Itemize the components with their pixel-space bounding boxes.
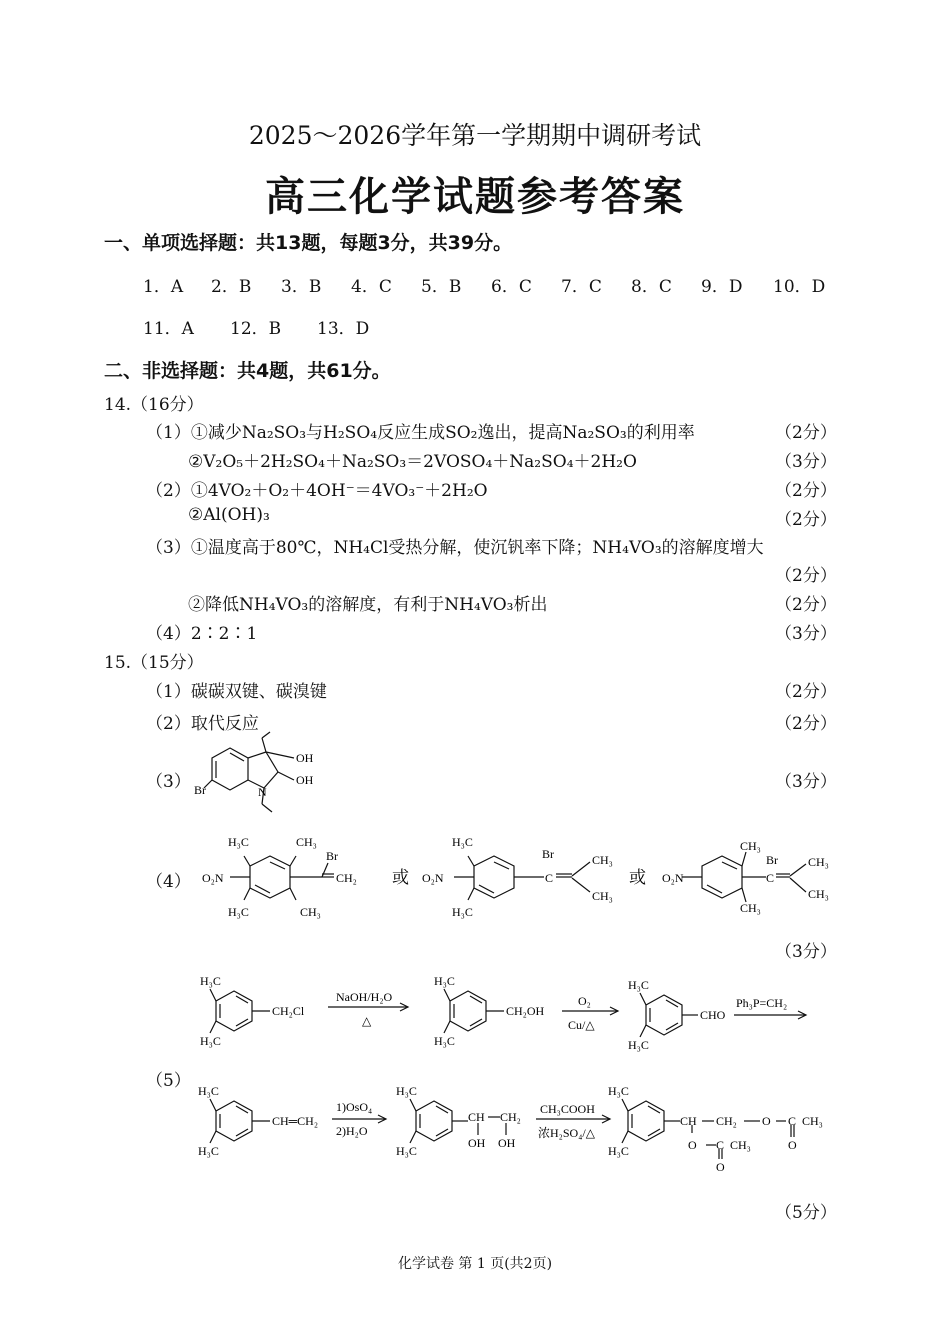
answer-item: 1．A: [143, 277, 184, 297]
label-o: O: [788, 1138, 797, 1152]
label-ch2: CH₂: [336, 871, 357, 885]
answer-item: 4．C: [351, 277, 392, 297]
label-ch: CH: [680, 1114, 697, 1128]
label-c: C: [788, 1114, 797, 1128]
q14-p4: （4）2∶2∶1: [146, 624, 258, 644]
q14-p4-score: （3分）: [775, 624, 837, 644]
label-h3c: H₃C: [452, 905, 473, 919]
label-o: O: [716, 1160, 725, 1174]
answer-item: 6．C: [491, 277, 532, 297]
reagent-2-bottom: Cu/△: [568, 1018, 595, 1032]
q15-p5-score: （5分）: [775, 1203, 837, 1223]
q14-p3-1-score: （2分）: [775, 566, 837, 586]
q14-p3-1: （3）①温度高于80℃，NH₄Cl受热分解，使沉钒率下降；NH₄VO₃的溶解度增大: [146, 538, 764, 558]
reagent-5-bottom: 浓H₂SO₄/△: [538, 1126, 595, 1140]
structures-q15-4: [196, 828, 836, 928]
synthesis-route: [190, 965, 840, 1180]
label-ch3: CH₃: [592, 889, 613, 903]
label-h3c: H₃C: [228, 835, 249, 849]
reagent-4-top: 1)OsO₄: [336, 1100, 373, 1114]
label-or: 或: [392, 868, 409, 887]
label-h3c: H₃C: [396, 1084, 417, 1098]
label-ch3: CH₃: [300, 905, 321, 919]
label-h3c: H₃C: [434, 974, 455, 988]
label-h3c: H₃C: [608, 1084, 629, 1098]
label-h3c: H₃C: [198, 1144, 219, 1158]
structure-q15-3: [190, 730, 340, 820]
answer-item: 9．D: [701, 277, 743, 297]
label-or: 或: [629, 868, 646, 887]
answer-item: 2．B: [211, 277, 252, 297]
reagent-1-bottom: △: [362, 1014, 372, 1028]
label-br: Br: [194, 783, 206, 797]
answer-item: 12．B: [230, 319, 282, 339]
label-ch: CH: [468, 1110, 485, 1124]
label-ch-eq-ch2: CH═CH₂: [272, 1114, 319, 1128]
q14-p1-2-score: （3分）: [775, 452, 837, 472]
reagent-3-top: Ph₃P=CH₂: [736, 996, 788, 1010]
label-o: O: [688, 1138, 697, 1152]
q14-p2-1: （2）①4VO₂＋O₂＋4OH⁻＝4VO₃⁻＋2H₂O: [146, 481, 488, 501]
q15-p3-score: （3分）: [775, 772, 837, 792]
label-cho: CHO: [700, 1008, 726, 1022]
label-o2n: O₂N: [422, 871, 444, 885]
label-oh: OH: [498, 1136, 516, 1150]
q15-p1: （1）碳碳双键、碳溴键: [146, 682, 327, 702]
label-ch2cl: CH₂Cl: [272, 1004, 305, 1018]
label-o: O: [762, 1114, 771, 1128]
q14-p2-1-score: （2分）: [775, 481, 837, 501]
q15-p2: （2）取代反应: [146, 714, 259, 734]
label-h3c: H₃C: [628, 1038, 649, 1052]
label-c: C: [766, 871, 775, 885]
q14-p2-2-score: （2分）: [775, 510, 837, 530]
label-ch2: CH₂: [716, 1114, 737, 1128]
answer-item: 11．A: [143, 319, 194, 339]
label-ch3: CH₃: [592, 853, 613, 867]
answer-item: 7．C: [561, 277, 602, 297]
reagent-1-top: NaOH/H₂O: [336, 990, 393, 1004]
label-c: C: [716, 1138, 725, 1152]
reagent-5-top: CH₃COOH: [540, 1102, 595, 1116]
label-h3c: H₃C: [434, 1034, 455, 1048]
answer-title: 高三化学试题参考答案: [265, 174, 685, 220]
answer-item: 3．B: [281, 277, 322, 297]
label-h3c: H₃C: [228, 905, 249, 919]
label-h3c: H₃C: [628, 978, 649, 992]
label-h3c: H₃C: [608, 1144, 629, 1158]
q15-p4-score: （3分）: [775, 942, 837, 962]
label-br: Br: [542, 847, 554, 861]
page-footer: 化学试卷 第 1 页(共2页): [397, 1256, 553, 1272]
exam-title: 2025～2026学年第一学期期中调研考试: [248, 121, 702, 150]
q14-title: 14.（16分）: [104, 395, 204, 415]
label-br: Br: [326, 849, 338, 863]
label-h3c: H₃C: [198, 1084, 219, 1098]
answer-item: 13．D: [317, 319, 370, 339]
q15-p4-label: （4）: [146, 872, 191, 892]
label-ch2: CH₂: [500, 1110, 521, 1124]
q15-p1-score: （2分）: [775, 682, 837, 702]
label-h3c: H₃C: [396, 1144, 417, 1158]
label-h3c: H₃C: [200, 1034, 221, 1048]
answer-item: 10．D: [773, 277, 826, 297]
q14-p3-2-score: （2分）: [775, 595, 837, 615]
label-o2n: O₂N: [662, 871, 684, 885]
q14-p1-1: （1）①减少Na₂SO₃与H₂SO₄反应生成SO₂逸出，提高Na₂SO₃的利用率: [146, 423, 695, 443]
q14-p1-1-score: （2分）: [775, 423, 837, 443]
section1-heading: 一、单项选择题：共13题，每题3分，共39分。: [104, 232, 513, 254]
label-oh: OH: [296, 751, 314, 765]
label-ch3: CH₃: [802, 1114, 823, 1128]
label-ch3: CH₃: [740, 839, 761, 853]
label-ch3: CH₃: [740, 901, 761, 915]
label-ch3: CH₃: [296, 835, 317, 849]
label-c: C: [545, 871, 554, 885]
label-o2n: O₂N: [202, 871, 224, 885]
label-h3c: H₃C: [452, 835, 473, 849]
q15-title: 15.（15分）: [104, 653, 204, 673]
answer-item: 5．B: [421, 277, 462, 297]
label-oh: OH: [468, 1136, 486, 1150]
q15-p2-score: （2分）: [775, 714, 837, 734]
q14-p3-2: ②降低NH₄VO₃的溶解度，有利于NH₄VO₃析出: [188, 595, 548, 615]
section2-heading: 二、非选择题：共4题，共61分。: [104, 360, 391, 382]
label-h3c: H₃C: [200, 974, 221, 988]
label-n: N: [258, 785, 267, 799]
reagent-2-top: O₂: [578, 994, 591, 1008]
label-ch2oh: CH₂OH: [506, 1004, 545, 1018]
q14-p2-2: ②Al(OH)₃: [188, 505, 270, 525]
label-br: Br: [766, 853, 778, 867]
q14-p1-2: ②V₂O₅＋2H₂SO₄＋Na₂SO₃＝2VOSO₄＋Na₂SO₄＋2H₂O: [188, 452, 637, 472]
label-ch3: CH₃: [730, 1138, 751, 1152]
label-ch3: CH₃: [808, 855, 829, 869]
q15-p3-label: （3）: [146, 772, 191, 792]
label-ch3: CH₃: [808, 887, 829, 901]
label-oh: OH: [296, 773, 314, 787]
answer-item: 8．C: [631, 277, 672, 297]
q15-p5-label: （5）: [146, 1071, 191, 1091]
reagent-4-bottom: 2)H₂O: [336, 1124, 368, 1138]
